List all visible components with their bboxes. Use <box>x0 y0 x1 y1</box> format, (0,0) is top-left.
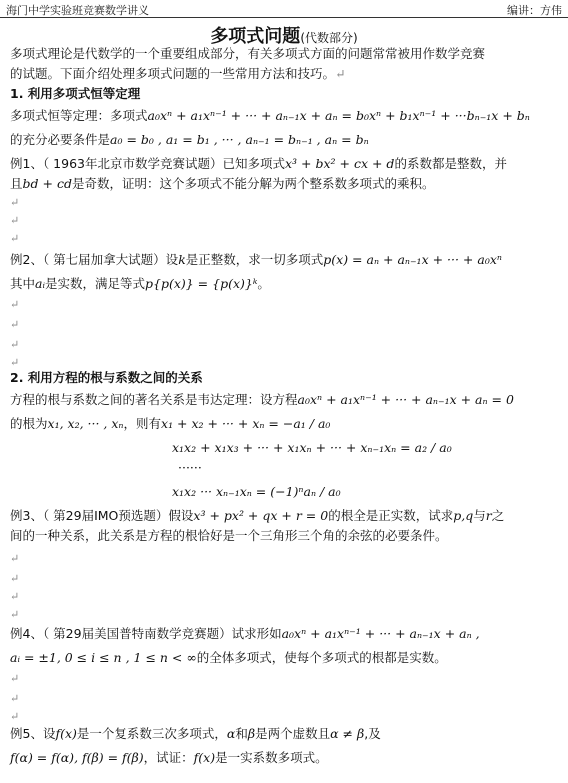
return-mark: ↵ <box>335 66 346 81</box>
ex1-math: x³ + bx² + cx + d <box>285 156 395 171</box>
return-mark: ↵ <box>10 552 20 565</box>
s1-line1 <box>10 108 530 124</box>
return-mark: ↵ <box>10 318 20 331</box>
header-left: 海门中学实验班竞赛数学讲义 <box>6 4 149 17</box>
s2-eq2 <box>172 440 452 456</box>
section-2-title: 2. 利用方程的根与系数之间的关系 <box>10 370 203 385</box>
return-mark: ↵ <box>10 710 20 723</box>
example-2-line2 <box>10 276 270 292</box>
return-mark: ↵ <box>10 232 20 245</box>
ex5-fx: f(x) <box>55 726 77 741</box>
ex3-math: x³ + px² + qx + r = 0 <box>193 508 329 523</box>
ex4-text-b: 的全体多项式，使每个多项式的根都是实数。 <box>196 650 447 665</box>
return-mark: ↵ <box>10 572 20 585</box>
ex4-text-a: 例4、（ 第29届美国普特南数学竞赛题）试求形如 <box>10 626 282 641</box>
ex2-text-b: 是正整数，求一切多项式 <box>185 252 324 267</box>
ex3-text-d: 之 <box>491 508 505 523</box>
return-mark: ↵ <box>10 298 20 311</box>
example-1-line2 <box>10 176 434 192</box>
header-rule <box>0 17 568 18</box>
s1-line2-math: a₀ = b₀ , a₁ = b₁ , ··· , aₙ₋₁ = bₙ₋₁ , aₙ = bₙ <box>110 132 369 147</box>
s2-eq3-math: x₁x₂ ··· xₙ₋₁xₙ = (−1)ⁿaₙ / a₀ <box>172 484 341 499</box>
example-4-line1 <box>10 626 480 642</box>
s2-line2-text: 的根为 <box>10 416 48 431</box>
example-4-line2 <box>10 650 447 666</box>
ex2-k: k <box>178 252 186 267</box>
ex5-text-e: ,及 <box>364 726 381 741</box>
ex1-text-b: 的系数都是整数，并 <box>394 156 507 171</box>
example-2-line1 <box>10 252 502 268</box>
ex5-text-c: 和 <box>235 726 248 741</box>
s1-line1-math: a₀xⁿ + a₁xⁿ⁻¹ + ··· + aₙ₋₁x + aₙ = b₀xⁿ + b₁xⁿ⁻¹ + ···bₙ₋₁x + bₙ <box>147 108 530 123</box>
ex2-text-d: 是实数，满足等式 <box>44 276 145 291</box>
ex4-math: a₀xⁿ + a₁xⁿ⁻¹ + ··· + aₙ₋₁x + aₙ , <box>281 626 480 641</box>
ex5-beta: β <box>247 726 256 741</box>
s1-line1-text: 多项式恒等定理：多项式 <box>10 108 148 123</box>
ex5-text-h: 是一实系数多项式。 <box>215 750 328 765</box>
return-mark: ↵ <box>10 214 20 227</box>
s2-eq3 <box>172 484 341 500</box>
example-5-line2 <box>10 750 328 766</box>
intro-line-2-text: 的试题。下面介绍处理多项式问题的一些常用方法和技巧。 <box>10 66 336 81</box>
example-3-line1 <box>10 508 504 524</box>
s2-dots: ······ <box>178 460 202 475</box>
s2-line2-math2: x₁ + x₂ + ··· + xₙ = −a₁ / a₀ <box>161 416 331 431</box>
s2-line1 <box>10 392 514 408</box>
ex1-math2: bd + cd <box>22 176 72 191</box>
title-main: 多项式问题 <box>210 26 301 47</box>
example-5-line1 <box>10 726 381 742</box>
intro-line-1: 多项式理论是代数学的一个重要组成部分，有关多项式方面的问题常常被用作数学竞赛 <box>10 46 486 61</box>
ex1-text-a: 例1、（ 1963年北京市数学竞赛试题）已知多项式 <box>10 156 285 171</box>
return-mark: ↵ <box>10 672 20 685</box>
return-mark: ↵ <box>10 356 20 369</box>
ex2-ai: aᵢ <box>35 276 45 291</box>
s2-line2 <box>10 416 330 432</box>
ex5-math: f(α) = f(α), f(β) = f(β) <box>10 750 144 765</box>
ex3-math2: p,q <box>453 508 474 523</box>
page-title <box>0 22 568 48</box>
ex2-math2: p{p(x)} = {p(x)}ᵏ <box>145 276 258 291</box>
ex1-text-d: 是奇数，证明：这个多项式不能分解为两个整系数多项式的乘积。 <box>71 176 435 191</box>
header-right: 编讲：方伟 <box>507 4 562 17</box>
return-mark: ↵ <box>10 196 20 209</box>
ex5-fx-2: f(x) <box>193 750 216 765</box>
ex3-r: r <box>485 508 492 523</box>
return-mark: ↵ <box>10 590 20 603</box>
s1-line2-text: 的充分必要条件是 <box>10 132 111 147</box>
example-1-line1 <box>10 156 507 172</box>
s1-line2 <box>10 132 369 148</box>
ex5-neq: α ≠ β <box>330 726 365 741</box>
section-1-title: 1. 利用多项式恒等定理 <box>10 86 141 101</box>
s2-line1-math: a₀xⁿ + a₁xⁿ⁻¹ + ··· + aₙ₋₁x + aₙ = 0 <box>297 392 514 407</box>
ex2-text-a: 例2、（ 第七届加拿大试题）设 <box>10 252 179 267</box>
ex5-text-a: 例5、设 <box>10 726 56 741</box>
ex2-text-c: 其中 <box>10 276 36 291</box>
ex3-text-b: 的根全是正实数，试求 <box>328 508 454 523</box>
title-sub: (代数部分) <box>300 31 358 45</box>
ex5-alpha: α <box>226 726 236 741</box>
ex2-end: 。 <box>257 276 270 291</box>
s2-eq2-math: x₁x₂ + x₁x₃ + ··· + x₁xₙ + ··· + xₙ₋₁xₙ = a₂ / a₀ <box>172 440 452 455</box>
ex3-text-c: 与 <box>473 508 486 523</box>
s2-line2-math: x₁, x₂, ··· , xₙ <box>47 416 124 431</box>
ex1-text-c: 且 <box>10 176 23 191</box>
ex3-text-a: 例3、（ 第29届IMO预选题）假设 <box>10 508 194 523</box>
ex5-text-f: ，试证： <box>143 750 194 765</box>
ex2-math: p(x) = aₙ + aₙ₋₁x + ··· + a₀xⁿ <box>323 252 502 267</box>
ex4-math2: aᵢ = ±1, 0 ≤ i ≤ n , 1 ≤ n < ∞ <box>10 650 197 665</box>
ex5-text-b: 是一个复系数三次多项式， <box>76 726 227 741</box>
s2-line1-text: 方程的根与系数之间的著名关系是韦达定理：设方程 <box>10 392 298 407</box>
page-header <box>0 0 568 18</box>
return-mark: ↵ <box>10 692 20 705</box>
return-mark: ↵ <box>10 608 20 621</box>
example-3-line2: 间的一种关系，此关系是方程的根恰好是一个三角形三个角的余弦的必要条件。 <box>10 528 448 543</box>
return-mark: ↵ <box>10 338 20 351</box>
ex5-text-d: 是两个虚数且 <box>255 726 331 741</box>
intro-line-2 <box>10 66 346 82</box>
s2-line2-text-b: ，则有 <box>123 416 162 431</box>
